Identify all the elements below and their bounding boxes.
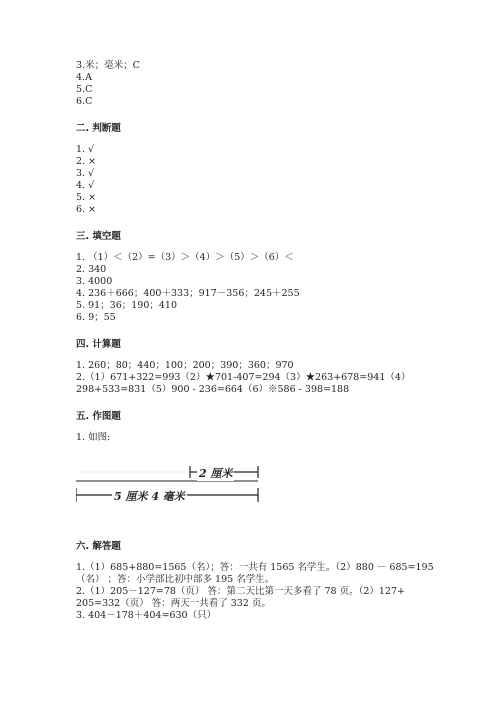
calc-answers xyxy=(76,360,436,396)
answer-line: 2. × xyxy=(76,156,97,167)
long-segment-label: 5 厘米 4 毫米 xyxy=(114,490,185,503)
answer-line: 4. 236＋666；400＋333；917－356；245＋255 xyxy=(76,288,300,299)
answer-line: 5. × xyxy=(76,192,97,203)
answer-page xyxy=(76,60,436,622)
answer-line: 1. √ xyxy=(76,144,95,155)
choice-answers xyxy=(76,60,436,108)
answer-line: 298+533=831（5）900 - 236=664（6）※586 - 398=188 xyxy=(76,384,350,395)
answer-line: 5. 91；36；190；410 xyxy=(76,300,178,311)
answer-line: 3. 404－178＋404=630（只） xyxy=(76,610,217,621)
section-title-calc: 四. 计算题 xyxy=(76,339,121,350)
section-title-draw: 五. 作图题 xyxy=(76,411,121,422)
answer-line: 1. 260；80；440；100；200；390；360；970 xyxy=(76,360,294,371)
section-title-fill: 三. 填空题 xyxy=(76,231,121,242)
line-segment-figure xyxy=(76,462,276,510)
answer-line: 6. × xyxy=(76,204,97,215)
judge-answers xyxy=(76,144,436,216)
answer-line: 3.米；毫米；C xyxy=(76,60,140,71)
answer-line: 4. √ xyxy=(76,180,95,191)
answer-line: 2. 340 xyxy=(76,264,107,275)
answer-line: 205=332（页） 答：两天一共看了 332 页。 xyxy=(76,598,271,609)
answer-line: 2.（1）205－127=78（页） 答：第二天比第一天多看了 78 页。（2）127+ xyxy=(76,586,405,597)
answer-line: 1. （1）＜（2）=（3）＞（4）＞（5）＞（6）＜ xyxy=(76,252,294,263)
section-title-answer: 六. 解答题 xyxy=(76,541,121,552)
answer-line: 3. 4000 xyxy=(76,276,113,287)
answer-line: 5.C xyxy=(76,84,93,95)
answer-line: 4.A xyxy=(76,72,92,83)
fill-answers xyxy=(76,252,436,324)
draw-intro: 1. 如图: xyxy=(76,432,111,443)
answer-line: 3. √ xyxy=(76,168,95,179)
word-problem-answers xyxy=(76,562,436,622)
section-title-judge: 二. 判断题 xyxy=(76,123,121,134)
answer-line: 6. 9；55 xyxy=(76,312,116,323)
answer-line: 1.（1）685+880=1565（名）；答：一共有 1565 名学生。（2）880 － 685=195 xyxy=(76,562,434,573)
answer-line: 6.C xyxy=(76,96,93,107)
short-segment-label: 2 厘米 xyxy=(199,467,233,480)
answer-line: 2.（1）671+322=993（2）★701-407=294（3）★263+678=941（4） xyxy=(76,372,411,383)
answer-line: （名） ；答：小学部比初中部多 195 名学生。 xyxy=(76,574,275,585)
